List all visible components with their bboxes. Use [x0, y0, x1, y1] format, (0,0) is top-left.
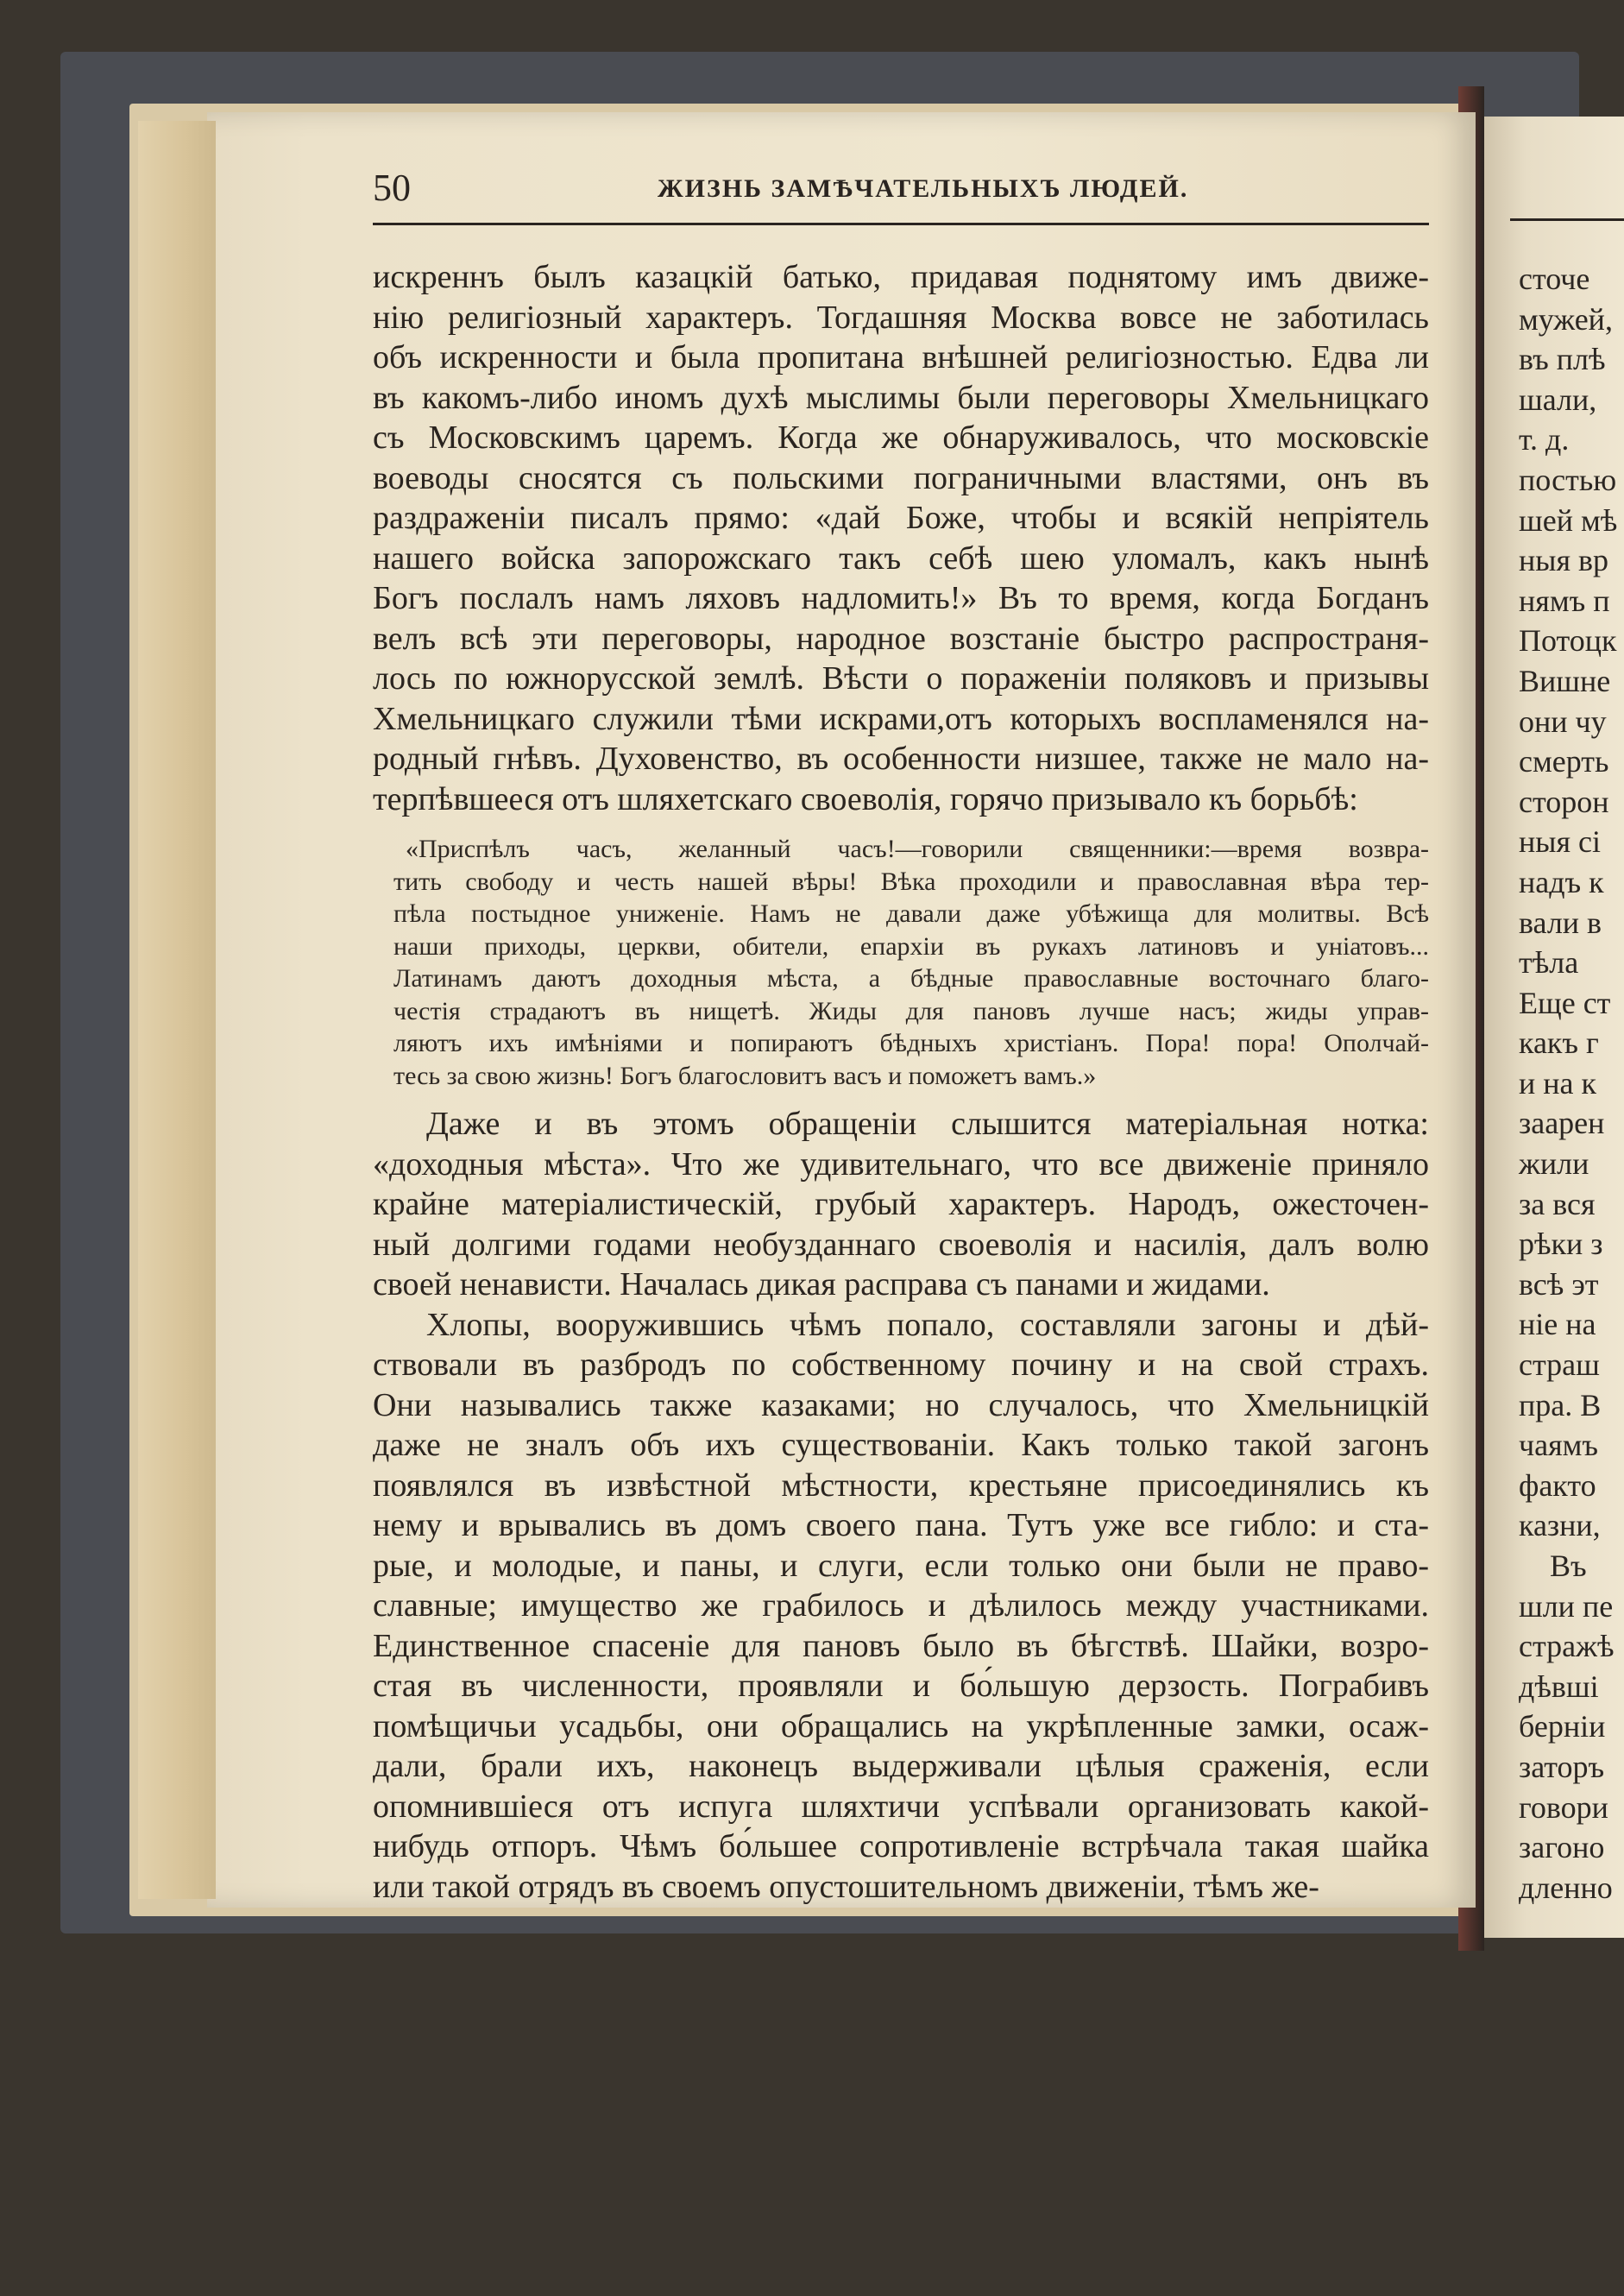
text-line: искреннъ былъ казацкій батько, придавая поднятому имъ движе- — [373, 259, 1429, 295]
text-line: тесь за свою жизнь! Богъ благословитъ васъ и поможетъ вамъ.» — [393, 1061, 1097, 1090]
right-page-text — [1519, 259, 1617, 1908]
right-page-line: смерть — [1519, 744, 1609, 779]
text-line: честія страдаютъ въ нищетѣ. Жиды для пановъ лучше насъ; жиды управ- — [393, 996, 1429, 1025]
right-page-line: и на к — [1519, 1065, 1596, 1101]
text-line: ляютъ ихъ имѣніями и попираютъ бѣдныхъ христіанъ. Пора! пора! Ополчай- — [393, 1029, 1429, 1057]
right-page-line: рѣки з — [1519, 1227, 1603, 1262]
right-page-line: за вся — [1519, 1186, 1596, 1221]
right-page-line: постью — [1519, 462, 1617, 497]
text-line: Хмельницкаго служили тѣми искрами,отъ которыхъ воспламенялся на- — [373, 700, 1429, 737]
page-number: 50 — [373, 167, 411, 209]
text-line: дали, брали ихъ, наконецъ выдерживали цѣлыя сраженія, если — [373, 1748, 1429, 1784]
text-line: тить свободу и честь нашей вѣры! Вѣка проходили и православная вѣра тер- — [393, 867, 1429, 896]
quotation — [373, 833, 1429, 1092]
right-page-line: тѣла — [1519, 945, 1579, 981]
text-line: крайне матеріалистическій, грубый характеръ. Народъ, ожесточен- — [373, 1186, 1429, 1222]
right-header-rule — [1510, 218, 1624, 221]
right-page-line: какъ г — [1519, 1025, 1599, 1061]
right-page-line: дѣвші — [1519, 1668, 1599, 1704]
right-page-line: чаямъ — [1519, 1428, 1599, 1463]
text-line: Хлопы, вооружившись чѣмъ попало, составляли загоны и дѣй- — [426, 1306, 1429, 1343]
running-head: ЖИЗНЬ ЗАМѢЧАТЕЛЬНЫХЪ ЛЮДЕЙ. — [658, 174, 1189, 203]
right-page-line: ныя вр — [1519, 543, 1609, 578]
right-page-line: страш — [1519, 1347, 1600, 1383]
page-edge — [138, 121, 216, 1899]
page-header — [373, 166, 1429, 218]
right-page-line: говори — [1519, 1789, 1608, 1825]
right-page-line: т. д. — [1519, 422, 1570, 457]
right-page-line: пра. В — [1519, 1387, 1602, 1422]
right-page-line: Потоцк — [1519, 623, 1617, 659]
right-page-line: шли пе — [1519, 1588, 1614, 1624]
text-line: нему и врывались въ домъ своего пана. Тутъ уже все гибло: и ста- — [373, 1507, 1429, 1543]
header-rule — [373, 223, 1429, 225]
right-page — [1484, 117, 1624, 1938]
text-line: нибудь отпоръ. Чѣмъ бо́льшее сопротивленіе встрѣчала такая шайка — [373, 1828, 1429, 1864]
text-line: терпѣвшееся отъ шляхетскаго своеволія, горячо призывало къ борьбѣ: — [373, 780, 1358, 817]
text-line: пѣла постыдное униженіе. Намъ не давали даже убѣжища для молитвы. Всѣ — [393, 899, 1429, 928]
right-page-line: сторон — [1519, 784, 1609, 819]
text-line: воеводы сносятся съ польскими пограничными властями, онъ въ — [373, 459, 1429, 496]
text-line: своей ненависти. Началась дикая расправа съ панами и жидами. — [373, 1266, 1270, 1303]
right-page-line: надъ к — [1519, 864, 1604, 899]
text-line: нію религіозный характеръ. Тогдашняя Москва вовсе не заботилась — [373, 299, 1429, 336]
right-page-line: заторъ — [1519, 1749, 1605, 1784]
text-line: опомнившіеся отъ испуга шляхтичи успѣвали организовать какой- — [373, 1788, 1429, 1825]
right-page-line: Еще ст — [1519, 985, 1611, 1020]
text-line: стая въ численности, проявляли и бо́льшую дерзость. Пограбивъ — [373, 1668, 1429, 1704]
text-line: наши приходы, церкви, обители, епархіи въ рукахъ латиновъ и уніатовъ... — [393, 931, 1429, 961]
right-page-line: ныя сі — [1519, 824, 1601, 860]
right-page-line: шей мѣ — [1519, 502, 1618, 538]
text-line: родный гнѣвъ. Духовенство, въ особенности низшее, также не мало на- — [373, 741, 1429, 777]
right-page-line: дленно — [1519, 1870, 1613, 1905]
text-line: раздраженіи писалъ прямо: «дай Боже, чтобы и всякій непріятель — [373, 500, 1429, 536]
right-page-line: мужей, — [1519, 301, 1613, 337]
text-line: Единственное спасеніе для пановъ было въ бѣгствѣ. Шайки, возро- — [373, 1627, 1429, 1664]
right-page-line: вали в — [1519, 905, 1602, 940]
body-text — [373, 257, 1429, 1907]
text-line: «Приспѣлъ часъ, желанный часъ!—говорили священники:—время возвра- — [406, 835, 1429, 863]
text-line: появлялся въ извѣстной мѣстности, крестьяне присоединялись къ — [373, 1467, 1429, 1504]
right-page-line: Вишне — [1519, 663, 1611, 698]
text-line: помѣщичьи усадьбы, они обращались на укрѣпленные замки, осаж- — [373, 1707, 1429, 1744]
text-line: Они назывались также казаками; но случалось, что Хмельницкій — [373, 1386, 1429, 1423]
right-page-line: въ плѣ — [1519, 342, 1606, 377]
right-page-line: шали, — [1519, 382, 1597, 417]
text-line: объ искренности и была пропитана внѣшней религіозностью. Едва ли — [373, 339, 1429, 375]
text-line: «доходныя мѣста». Что же удивительнаго, что все движеніе приняло — [373, 1145, 1429, 1183]
right-page-line: нямъ п — [1519, 583, 1610, 618]
right-page-line: факто — [1519, 1467, 1596, 1503]
text-line: даже не зналъ объ ихъ существованіи. Какъ только такой загонъ — [373, 1427, 1429, 1463]
text-line: или такой отрядъ въ своемъ опустошительномъ движеніи, тѣмъ же- — [373, 1868, 1319, 1905]
text-line: славные; имущество же грабилось и дѣлилось между участниками. — [373, 1587, 1429, 1624]
paragraph-3 — [373, 1305, 1429, 1908]
right-page-line: жили — [1519, 1146, 1589, 1182]
right-page-line: они чу — [1519, 703, 1607, 739]
text-line: рые, и молодые, и паны, и слуги, если только они были не право- — [373, 1547, 1429, 1584]
right-page-line: казни, — [1519, 1508, 1601, 1543]
text-line: ствовали въ разбродъ по собственному почину и на свой страхъ. — [373, 1347, 1429, 1383]
paragraph-1 — [373, 257, 1429, 819]
text-line: велъ всѣ эти переговоры, народное возстаніе быстро распространя- — [373, 620, 1429, 657]
text-line: лось по южнорусской землѣ. Вѣсти о пораженіи поляковъ и призывы — [373, 660, 1429, 697]
right-page-line: заарен — [1519, 1106, 1605, 1141]
right-page-line: берніи — [1519, 1709, 1606, 1744]
text-line: ный долгими годами необузданнаго своеволія и насилія, далъ волю — [373, 1226, 1429, 1263]
right-page-line: стражѣ — [1519, 1629, 1615, 1664]
text-line: нашего войска запорожскаго такъ себѣ шею уломалъ, какъ нынѣ — [373, 539, 1429, 577]
paragraph-2 — [373, 1104, 1429, 1305]
right-page-line: загоно — [1519, 1830, 1605, 1865]
right-page-line: всѣ эт — [1519, 1266, 1599, 1302]
text-line: Даже и въ этомъ обращеніи слышится матеріальная нотка: — [426, 1106, 1429, 1142]
text-line: Богъ послалъ намъ ляховъ надломить!» Въ то время, когда Богданъ — [373, 580, 1429, 616]
text-line: съ Московскимъ царемъ. Когда же обнаруживалось, что московскіе — [373, 419, 1429, 456]
right-page-line: ніе на — [1519, 1307, 1596, 1342]
text-line: Латинамъ даютъ доходныя мѣста, а бѣдные православные восточнаго благо- — [393, 964, 1429, 993]
text-line: въ какомъ-либо иномъ духѣ мыслимы были переговоры Хмельницкаго — [373, 379, 1429, 416]
right-page-line: сточе — [1519, 262, 1590, 296]
right-page-line: Въ — [1550, 1549, 1587, 1583]
